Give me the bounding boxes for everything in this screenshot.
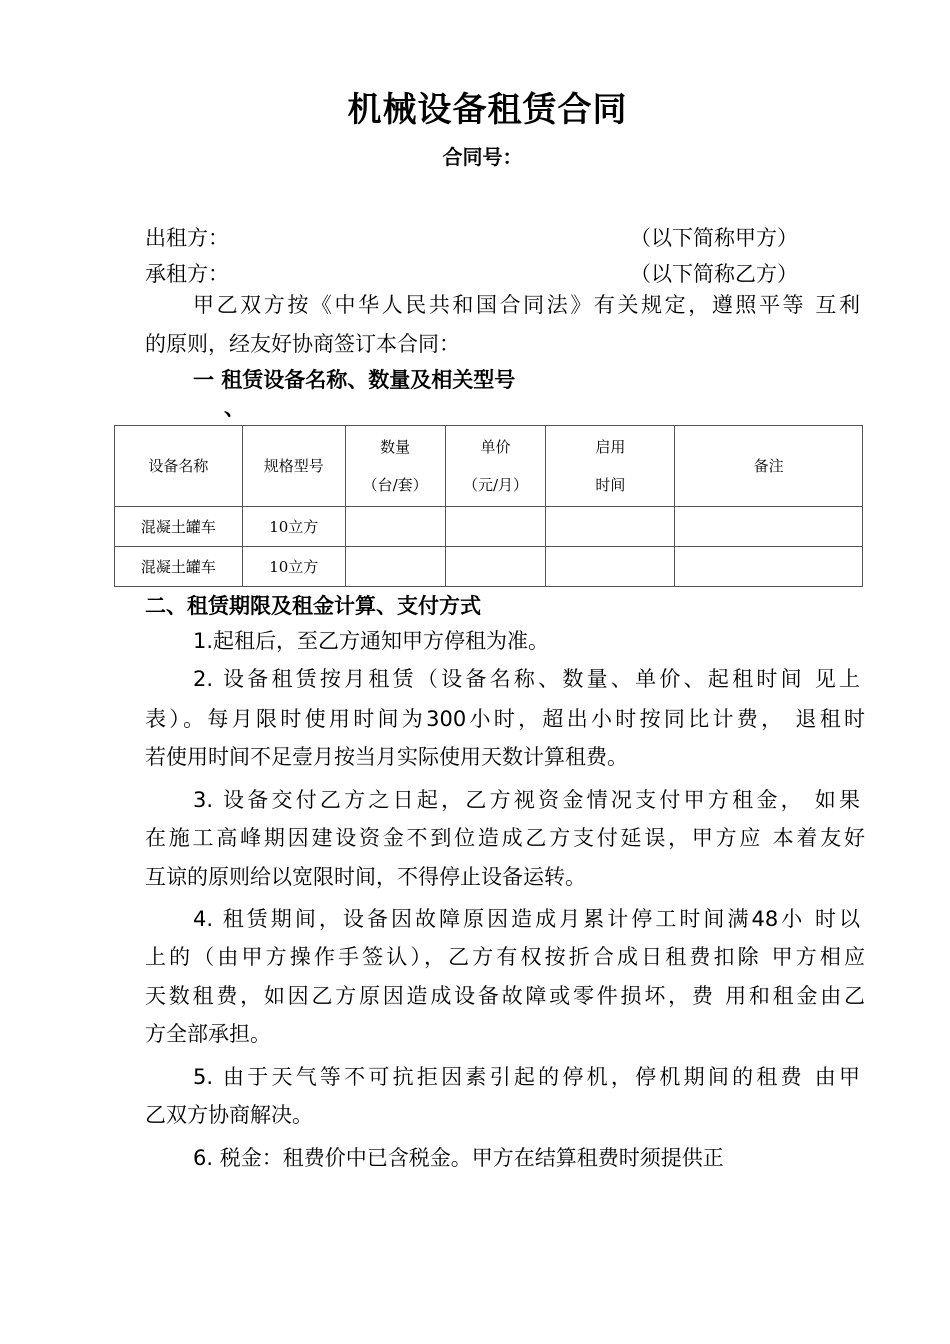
intro-line-1: 甲乙双方按《中华人民共和国合同法》有关规定，遵照平等 互利 xyxy=(193,293,860,317)
clause-4-line-2: 上的（由甲方操作手签认），乙方有权按折合成日租费扣除 甲方相应 xyxy=(145,945,865,969)
clause-4-line-1: 4. 租赁期间，设备因故障原因造成月累计停工时间满48小 时以 xyxy=(193,907,860,931)
clause-2-line-3: 若使用时间不足壹月按当月实际使用天数计算租费。 xyxy=(145,745,628,769)
cell-unit-price xyxy=(445,507,546,547)
clause-4-line-4: 方全部承担。 xyxy=(145,1022,271,1046)
header-cell-remarks: 备注 xyxy=(675,426,863,507)
clause-6-line-1: 6. 税金：租费价中已含税金。甲方在结算租费时须提供正 xyxy=(193,1146,724,1170)
clause-3-line-3: 互谅的原则给以宽限时间，不得停止设备运转。 xyxy=(145,865,586,889)
clause-5-line-2: 乙双方协商解决。 xyxy=(145,1103,313,1127)
clause-1: 1.起租后，至乙方通知甲方停租为准。 xyxy=(193,629,550,653)
equipment-table xyxy=(114,425,863,587)
table-header-row xyxy=(115,426,863,507)
cell-quantity xyxy=(345,507,445,547)
clause-2-line-1: 2. 设备租赁按月租赁（设备名称、数量、单价、起租时间 见上 xyxy=(193,667,860,691)
contract-number-label: 合同号： xyxy=(442,145,523,169)
cell-model: 10立方 xyxy=(242,547,345,587)
cell-unit-price xyxy=(445,547,546,587)
cell-model: 10立方 xyxy=(242,507,345,547)
header-cell-quantity: 数量 （台/套） xyxy=(345,426,445,507)
document-title: 机械设备租赁合同 xyxy=(347,90,628,130)
cell-equipment-name: 混凝土罐车 xyxy=(115,507,243,547)
cell-start-time xyxy=(546,507,675,547)
cell-remarks xyxy=(675,547,863,587)
table-row xyxy=(115,547,863,587)
lessor-label: 出租方： xyxy=(145,226,229,250)
lessee-label: 承租方： xyxy=(145,262,229,286)
section-1-heading-tail: 、 xyxy=(224,396,245,420)
clause-4-line-3: 天数租费，如因乙方原因造成设备故障或零件损坏，费 用和租金由乙 xyxy=(145,984,865,1008)
clause-5-line-1: 5. 由于天气等不可抗拒因素引起的停机，停机期间的租费 由甲 xyxy=(193,1065,860,1089)
table-row xyxy=(115,507,863,547)
header-cell-equipment-name: 设备名称 xyxy=(115,426,243,507)
header-cell-unit-price: 单价 （元/月） xyxy=(445,426,546,507)
clause-2-line-2: 表）。每月限时使用时间为300小时，超出小时按同比计费， 退租时 xyxy=(145,707,865,731)
clause-3-line-2: 在施工高峰期因建设资金不到位造成乙方支付延误，甲方应 本着友好 xyxy=(145,826,865,850)
lessee-alias: （以下简称乙方） xyxy=(630,262,798,286)
cell-equipment-name: 混凝土罐车 xyxy=(115,547,243,587)
cell-quantity xyxy=(345,547,445,587)
section-1-heading: 一 租赁设备名称、数量及相关型号 xyxy=(193,368,516,392)
clause-3-line-1: 3. 设备交付乙方之日起，乙方视资金情况支付甲方租金， 如果 xyxy=(193,788,860,812)
header-cell-model: 规格型号 xyxy=(242,426,345,507)
lessor-alias: （以下简称甲方） xyxy=(630,226,798,250)
cell-start-time xyxy=(546,547,675,587)
header-cell-start-time: 启用 时间 xyxy=(546,426,675,507)
cell-remarks xyxy=(675,507,863,547)
section-2-heading: 二、租赁期限及租金计算、支付方式 xyxy=(145,594,481,618)
intro-line-2: 的原则，经友好协商签订本合同： xyxy=(145,332,460,356)
